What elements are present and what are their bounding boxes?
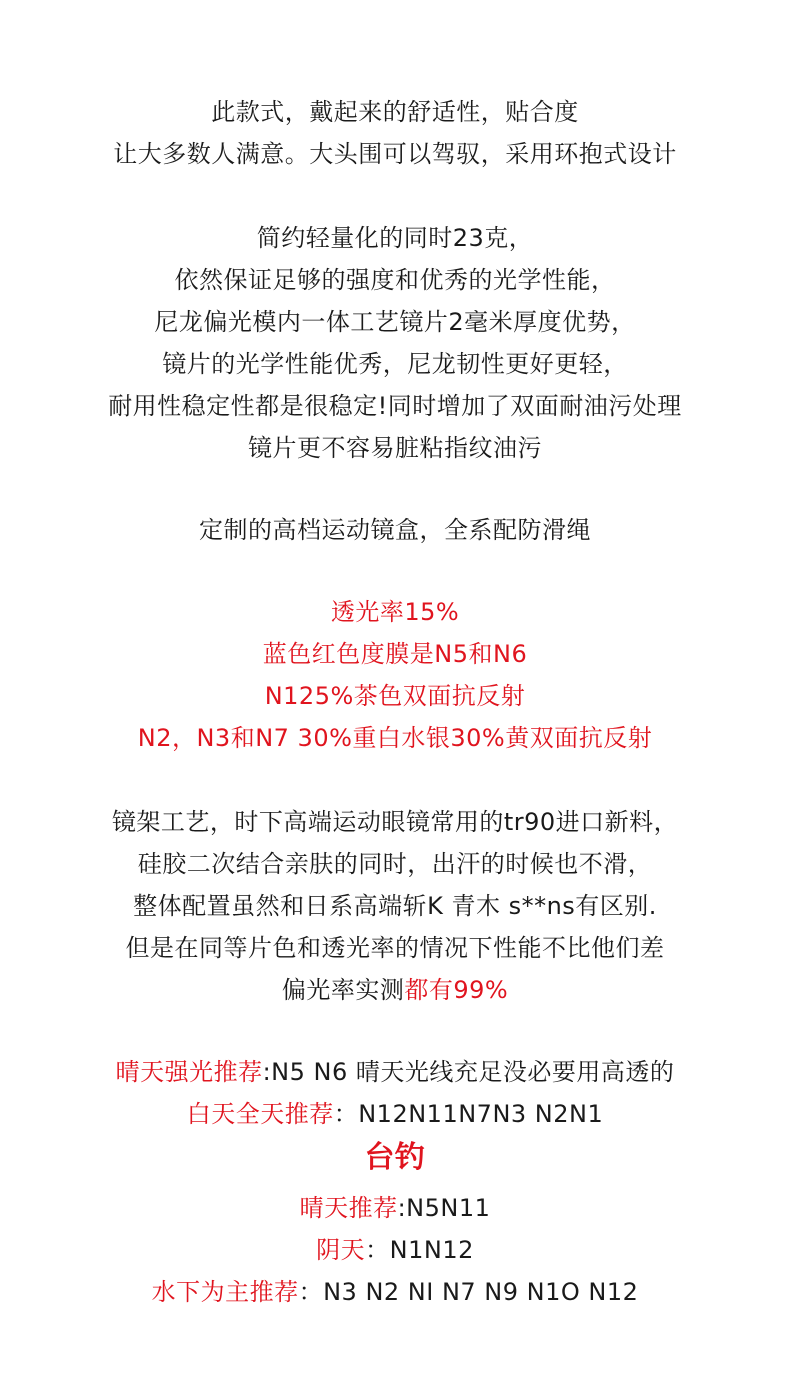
fishing-underwater-label: 水下为主推荐	[151, 1278, 299, 1306]
weight-line-6: 镜片更不容易脏粘指纹油污	[248, 434, 542, 462]
fishing-sunny-label: 晴天推荐	[299, 1194, 398, 1222]
fishing-sunny-line	[0, 1192, 790, 1224]
fishing-cloudy-label: 阴天	[316, 1236, 366, 1264]
weight-line-5: 耐用性稳定性都是很稳定!同时增加了双面耐油污处理	[108, 392, 682, 420]
weight-line-2: 依然保证足够的强度和优秀的光学性能，	[174, 266, 616, 294]
allday-recommend-line	[0, 1098, 790, 1130]
fishing-underwater-text: ：N3 N2 NI N7 N9 N1O N12	[298, 1278, 639, 1306]
weight-line-4: 镜片的光学性能优秀，尼龙韧性更好更轻，	[162, 350, 628, 378]
mercury-antireflect-line: N2，N3和N7 30%重白水银30%黄双面抗反射	[137, 724, 653, 752]
polarization-value: 都有99%	[404, 976, 509, 1004]
sunny-recommend-line	[0, 1056, 790, 1088]
fishing-sunny-text: :N5N11	[397, 1194, 491, 1222]
allday-recommend-text: ：N12N11N7N3 N2N1	[333, 1100, 604, 1128]
tea-antireflect-line: N125%茶色双面抗反射	[264, 682, 526, 710]
transmittance-line: 透光率15%	[330, 598, 460, 626]
comfort-line-1: 此款式，戴起来的舒适性，贴合度	[211, 98, 579, 126]
allday-recommend-label: 白天全天推荐	[186, 1100, 334, 1128]
frame-line-4: 但是在同等片色和透光率的情况下性能不比他们差	[125, 934, 665, 962]
frame-line-3: 整体配置虽然和日系高端斩K 青木 s**ns有区别.	[133, 892, 657, 920]
polarization-label: 偏光率实测	[281, 976, 405, 1004]
sunny-recommend-text: :N5 N6 晴天光线充足没必要用高透的	[262, 1058, 675, 1086]
section-title: 台钓	[364, 1140, 426, 1175]
frame-line-1: 镜架工艺，时下高端运动眼镜常用的tr90进口新料，	[111, 808, 679, 836]
case-line: 定制的高档运动镜盒，全系配防滑绳	[199, 516, 591, 544]
sunny-recommend-label: 晴天强光推荐	[115, 1058, 263, 1086]
frame-line-2: 硅胶二次结合亲肤的同时，出汗的时候也不滑，	[137, 850, 653, 878]
coating-line: 蓝色红色度膜是N5和N6	[262, 640, 528, 668]
fishing-cloudy-line	[0, 1234, 790, 1266]
weight-line-1: 简约轻量化的同时23克，	[256, 224, 534, 252]
weight-line-3: 尼龙偏光模内一体工艺镜片2毫米厚度优势，	[154, 308, 636, 336]
comfort-line-2: 让大多数人满意。大头围可以驾驭，采用环抱式设计	[113, 140, 677, 168]
fishing-cloudy-text: ：N1N12	[365, 1236, 474, 1264]
fishing-underwater-line	[0, 1276, 790, 1308]
polarization-line	[0, 974, 790, 1006]
